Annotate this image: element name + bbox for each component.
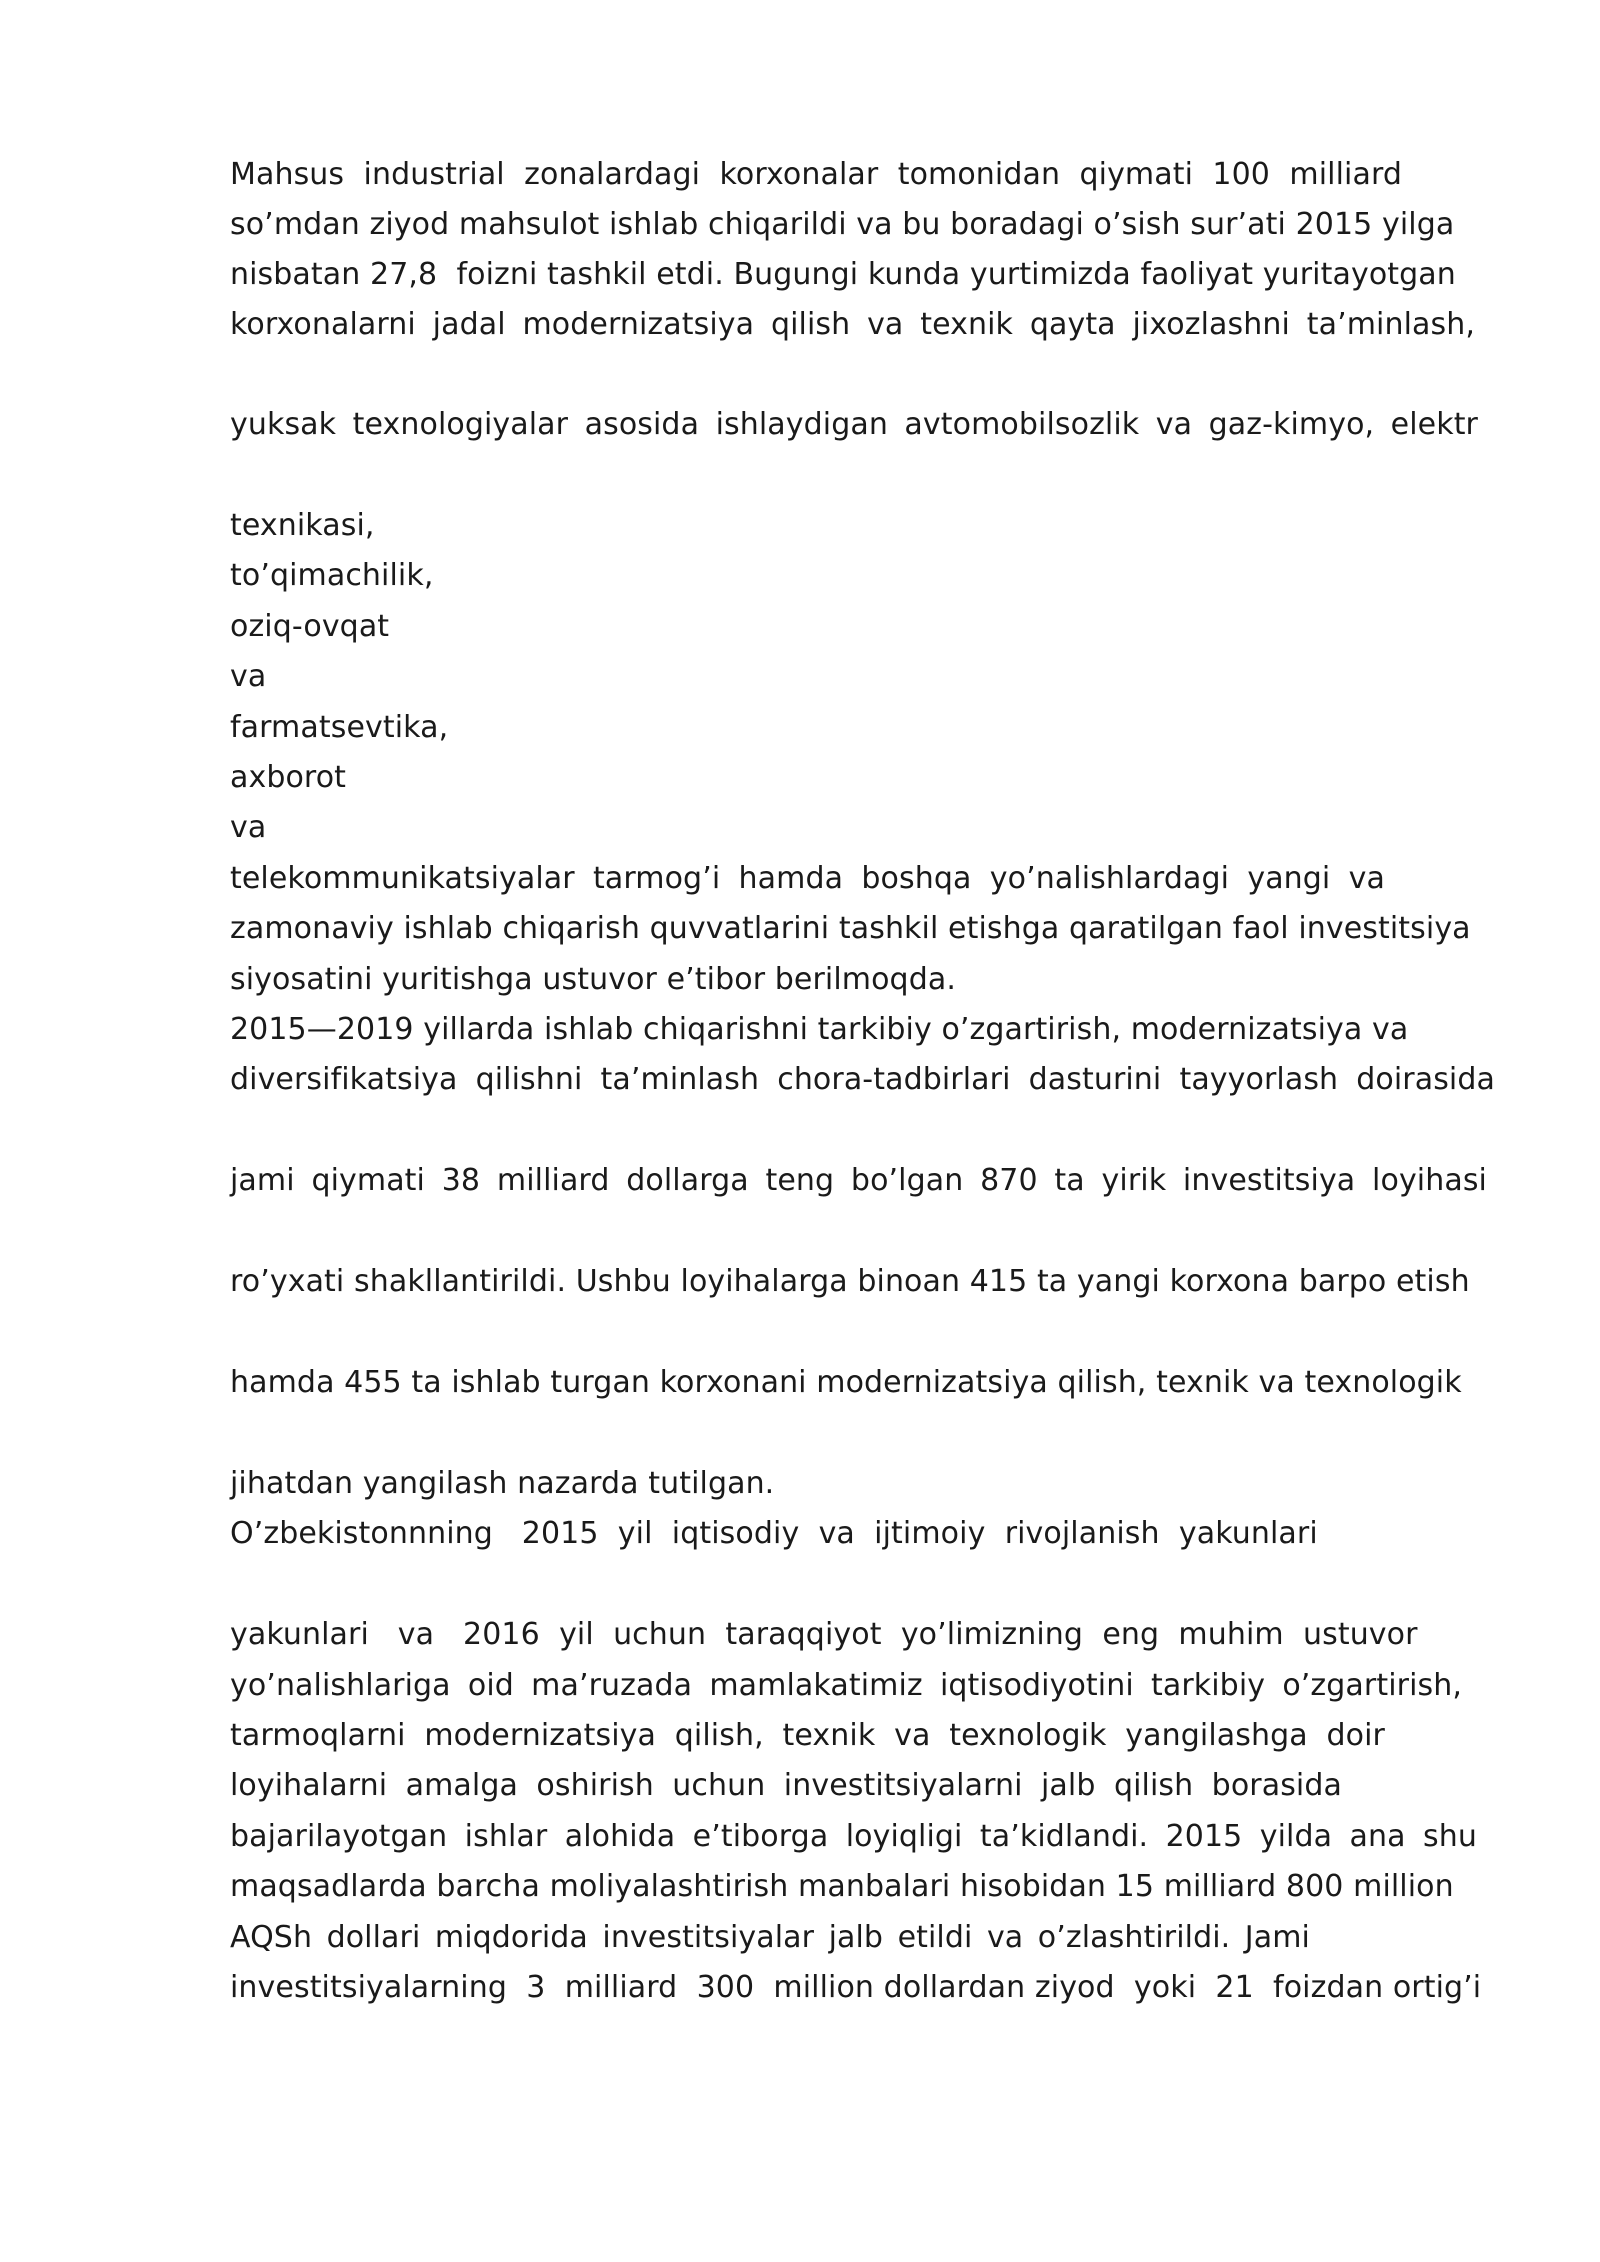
paragraph-line: texnikasi, <box>230 508 375 543</box>
paragraph-line: siyosatini yuritishga ustuvor e’tibor berilmoqda. <box>230 962 956 997</box>
paragraph-line: to’qimachilik, <box>230 558 434 593</box>
paragraph-line: bajarilayotgan ishlar alohida e’tiborga loyiqligi ta’kidlandi. 2015 yilda ana shu <box>230 1819 1477 1854</box>
paragraph-line: so’mdan ziyod mahsulot ishlab chiqarildi va bu boradagi o’sish sur’ati 2015 yilga <box>230 207 1455 242</box>
paragraph-line: maqsadlarda barcha moliyalashtirish manbalari hisobidan 15 milliard 800 million <box>230 1869 1454 1904</box>
paragraph-line: 2015—2019 yillarda ishlab chiqarishni tarkibiy o’zgartirish, modernizatsiya va <box>230 1012 1409 1047</box>
paragraph-line: tarmoqlarni modernizatsiya qilish, texnik va texnologik yangilashga doir <box>230 1718 1385 1753</box>
paragraph-line: diversifikatsiya qilishni ta’minlash chora-tadbirlari dasturini tayyorlash doirasida <box>230 1062 1495 1097</box>
paragraph-line: yo’nalishlariga oid ma’ruzada mamlakatimiz iqtisodiyotini tarkibiy o’zgartirish, <box>230 1668 1462 1703</box>
paragraph-line: jami qiymati 38 milliard dollarga teng bo’lgan 870 ta yirik investitsiya loyihasi <box>230 1163 1487 1198</box>
paragraph-line: ro’yxati shakllantirildi. Ushbu loyihalarga binoan 415 ta yangi korxona barpo etish <box>230 1264 1470 1299</box>
paragraph-line: va <box>230 810 267 845</box>
paragraph-line: yuksak texnologiyalar asosida ishlaydigan avtomobilsozlik va gaz-kimyo, elektr <box>230 407 1478 442</box>
paragraph-line: yakunlari va 2016 yil uchun taraqqiyot yo’limizning eng muhim ustuvor <box>230 1617 1418 1652</box>
paragraph-line: zamonaviy ishlab chiqarish quvvatlarini tashkil etishga qaratilgan faol investitsiya <box>230 911 1471 946</box>
paragraph-line: jihatdan yangilash nazarda tutilgan. <box>230 1466 775 1501</box>
paragraph-line: nisbatan 27,8 foizni tashkil etdi. Bugungi kunda yurtimizda faoliyat yuritayotgan <box>230 257 1456 292</box>
paragraph-line: Mahsus industrial zonalardagi korxonalar tomonidan qiymati 100 milliard <box>230 157 1402 192</box>
paragraph-line: O’zbekistonnning 2015 yil iqtisodiy va ijtimoiy rivojlanish yakunlari <box>230 1516 1318 1551</box>
paragraph-line: va <box>230 659 267 694</box>
paragraph-line: korxonalarni jadal modernizatsiya qilish va texnik qayta jixozlashni ta’minlash, <box>230 307 1475 342</box>
paragraph-line: telekommunikatsiyalar tarmog’i hamda boshqa yo’nalishlardagi yangi va <box>230 861 1385 896</box>
paragraph-line: farmatsevtika, <box>230 710 449 745</box>
paragraph-line: investitsiyalarning 3 milliard 300 million dollardan ziyod yoki 21 foizdan ortig’i <box>230 1970 1482 2005</box>
paragraph-line: hamda 455 ta ishlab turgan korxonani modernizatsiya qilish, texnik va texnologik <box>230 1365 1462 1400</box>
paragraph-line: AQSh dollari miqdorida investitsiyalar jalb etildi va o’zlashtirildi. Jami <box>230 1920 1310 1955</box>
paragraph-line: axborot <box>230 760 347 795</box>
paragraph-line: loyihalarni amalga oshirish uchun investitsiyalarni jalb qilish borasida <box>230 1768 1342 1803</box>
paragraph-line: oziq-ovqat <box>230 609 390 644</box>
